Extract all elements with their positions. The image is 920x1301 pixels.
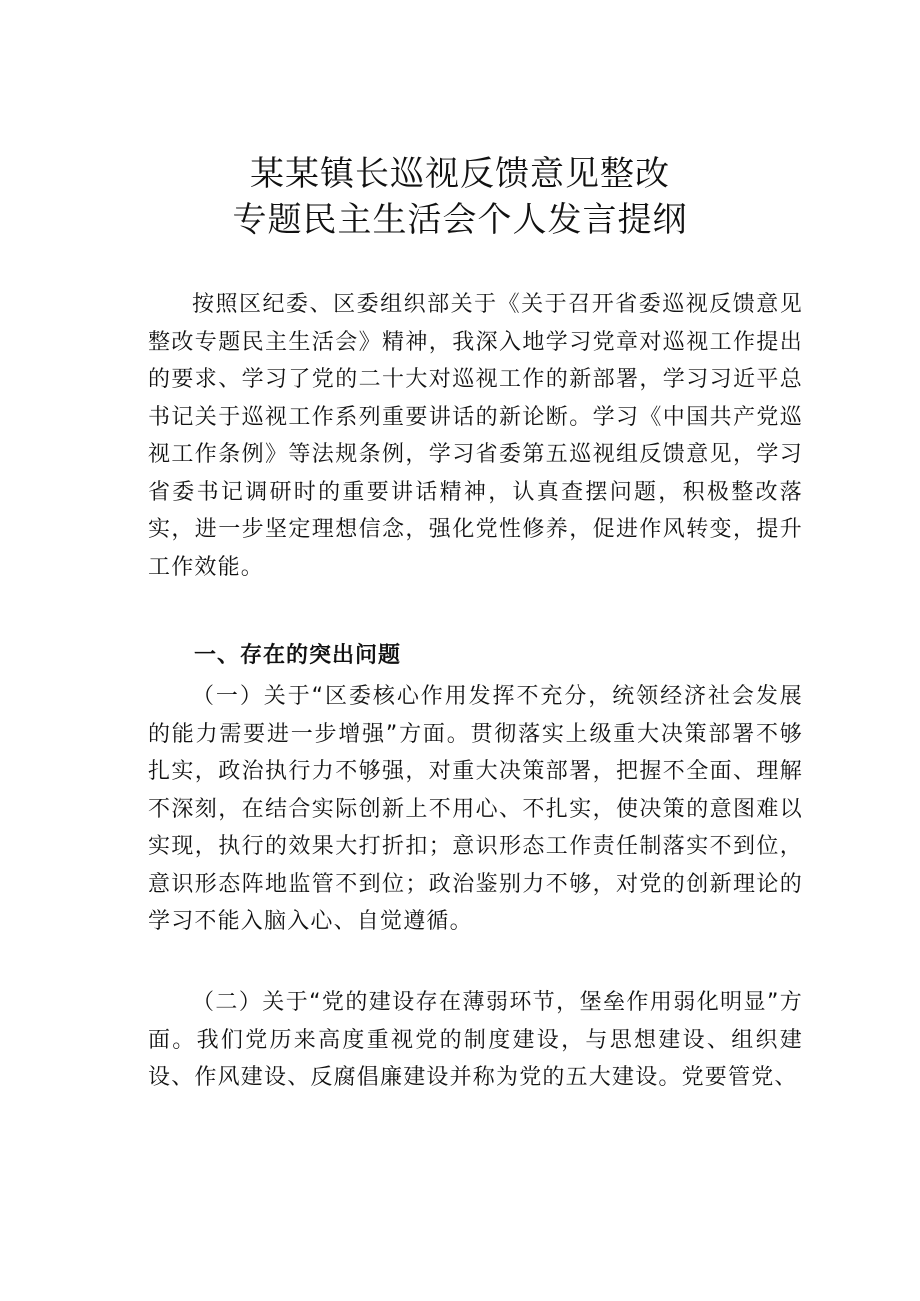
intro-block [148, 286, 803, 586]
document-title-line-1: 某某镇长巡视反馈意见整改 [250, 154, 670, 194]
document-title-line-2: 专题民主生活会个人发言提纲 [232, 200, 688, 240]
item-1-paragraph: （一）关于“区委核心作用发挥不充分，统领经济社会发展的能力需要进一步增强”方面。贯彻落实上级重大决策部署不够扎实，政治执行力不够强，对重大决策部署，把握不全面、理解不深刻，在结合实际创新上不用心、不扎实，使决策的意图难以实现，执行的效果大打折扣；意识形态工作责任制落实不到位，意识形态阵地监管不到位；政治鉴别力不够，对党的创新理论的学习不能入脑入心、自觉遵循。 [148, 684, 803, 934]
item-2-block [148, 984, 803, 1097]
section-heading: 一、存在的突出问题 [194, 643, 402, 668]
item-1-block [148, 678, 803, 941]
item-2-paragraph: （二）关于“党的建设存在薄弱环节，堡垒作用弱化明显”方面。我们党历来高度重视党的制度建设，与思想建设、组织建设、作风建设、反腐倡廉建设并称为党的五大建设。党要管党、 [148, 990, 803, 1090]
intro-paragraph: 按照区纪委、区委组织部关于《关于召开省委巡视反馈意见整改专题民主生活会》精神，我深入地学习党章对巡视工作提出的要求、学习了党的二十大对巡视工作的新部署，学习习近平总书记关于巡视工作系列重要讲话的新论断。学习《中国共产党巡视工作条例》等法规条例，学习省委第五巡视组反馈意见，学习省委书记调研时的重要讲话精神，认真查摆问题，积极整改落实，进一步坚定理想信念，强化党性修养，促进作风转变，提升工作效能。 [148, 292, 803, 580]
